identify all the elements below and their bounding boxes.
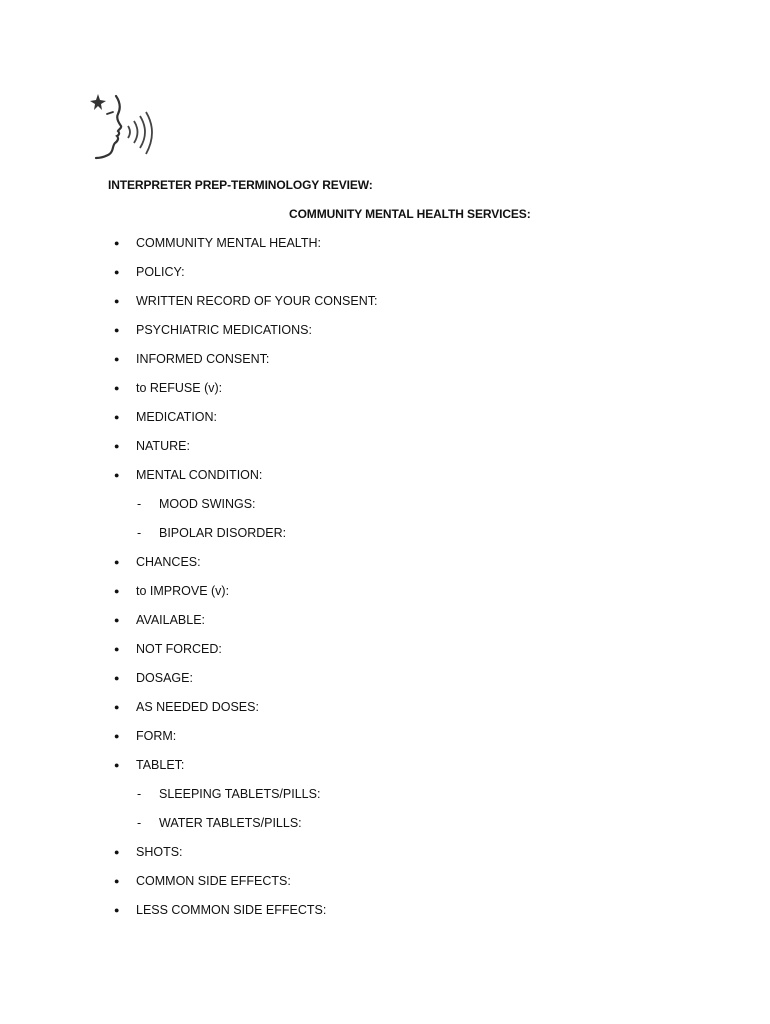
bullet-marker: ● — [114, 731, 120, 741]
bullet-marker: ● — [114, 673, 120, 683]
sub-list-item — [0, 780, 770, 809]
list-item — [0, 229, 770, 258]
list-item-text: NOT FORCED: — [136, 642, 222, 656]
list-item — [0, 693, 770, 722]
list-item-text: LESS COMMON SIDE EFFECTS: — [136, 903, 327, 917]
list-item — [0, 287, 770, 316]
list-item — [0, 867, 770, 896]
list-item — [0, 722, 770, 751]
bullet-marker: ● — [114, 267, 120, 277]
list-item-text: POLICY: — [136, 265, 185, 279]
dash-marker: - — [137, 816, 142, 830]
bullet-marker: ● — [114, 441, 120, 451]
terminology-list — [0, 229, 770, 925]
list-item-text: AS NEEDED DOSES: — [136, 700, 259, 714]
sub-list-item — [0, 490, 770, 519]
list-item-text: to REFUSE (v): — [136, 381, 223, 395]
sub-list-item — [0, 519, 770, 548]
list-item-text: BIPOLAR DISORDER: — [159, 526, 287, 540]
list-item-text: NATURE: — [136, 439, 190, 453]
dash-marker: - — [137, 787, 142, 801]
bullet-marker: ● — [114, 702, 120, 712]
document-title: INTERPRETER PREP-TERMINOLOGY REVIEW: — [108, 178, 373, 192]
bullet-marker: ● — [114, 876, 120, 886]
list-item — [0, 403, 770, 432]
list-item-text: MENTAL CONDITION: — [136, 468, 263, 482]
list-item-text: CHANCES: — [136, 555, 201, 569]
list-item — [0, 432, 770, 461]
list-item-text: SLEEPING TABLETS/PILLS: — [159, 787, 321, 801]
bullet-marker: ● — [114, 644, 120, 654]
document-subtitle: COMMUNITY MENTAL HEALTH SERVICES: — [289, 207, 531, 221]
list-item-text: AVAILABLE: — [136, 613, 206, 627]
speaking-head-icon — [88, 92, 158, 164]
list-item — [0, 345, 770, 374]
list-item-text: FORM: — [136, 729, 177, 743]
bullet-marker: ● — [114, 354, 120, 364]
bullet-marker: ● — [114, 760, 120, 770]
list-item-text: MOOD SWINGS: — [159, 497, 256, 511]
bullet-marker: ● — [114, 586, 120, 596]
bullet-marker: ● — [114, 847, 120, 857]
bullet-marker: ● — [114, 412, 120, 422]
bullet-marker: ● — [114, 383, 120, 393]
list-item-text: WATER TABLETS/PILLS: — [159, 816, 302, 830]
list-item — [0, 258, 770, 287]
bullet-marker: ● — [114, 470, 120, 480]
list-item-text: INFORMED CONSENT: — [136, 352, 270, 366]
list-item — [0, 374, 770, 403]
bullet-marker: ● — [114, 615, 120, 625]
list-item-text: SHOTS: — [136, 845, 183, 859]
list-item — [0, 577, 770, 606]
list-item — [0, 664, 770, 693]
list-item — [0, 896, 770, 925]
list-item-text: COMMON SIDE EFFECTS: — [136, 874, 291, 888]
bullet-marker: ● — [114, 325, 120, 335]
bullet-marker: ● — [114, 238, 120, 248]
bullet-marker: ● — [114, 905, 120, 915]
list-item-text: PSYCHIATRIC MEDICATIONS: — [136, 323, 312, 337]
list-item-text: MEDICATION: — [136, 410, 218, 424]
list-item-text: TABLET: — [136, 758, 185, 772]
bullet-marker: ● — [114, 557, 120, 567]
list-item — [0, 548, 770, 577]
list-item — [0, 461, 770, 490]
list-item — [0, 838, 770, 867]
dash-marker: - — [137, 526, 142, 540]
list-item — [0, 606, 770, 635]
list-item — [0, 635, 770, 664]
bullet-marker: ● — [114, 296, 120, 306]
list-item — [0, 751, 770, 780]
list-item-text: WRITTEN RECORD OF YOUR CONSENT: — [136, 294, 378, 308]
list-item-text: to IMPROVE (v): — [136, 584, 230, 598]
sub-list-item — [0, 809, 770, 838]
dash-marker: - — [137, 497, 142, 511]
list-item — [0, 316, 770, 345]
list-item-text: COMMUNITY MENTAL HEALTH: — [136, 236, 321, 250]
list-item-text: DOSAGE: — [136, 671, 193, 685]
